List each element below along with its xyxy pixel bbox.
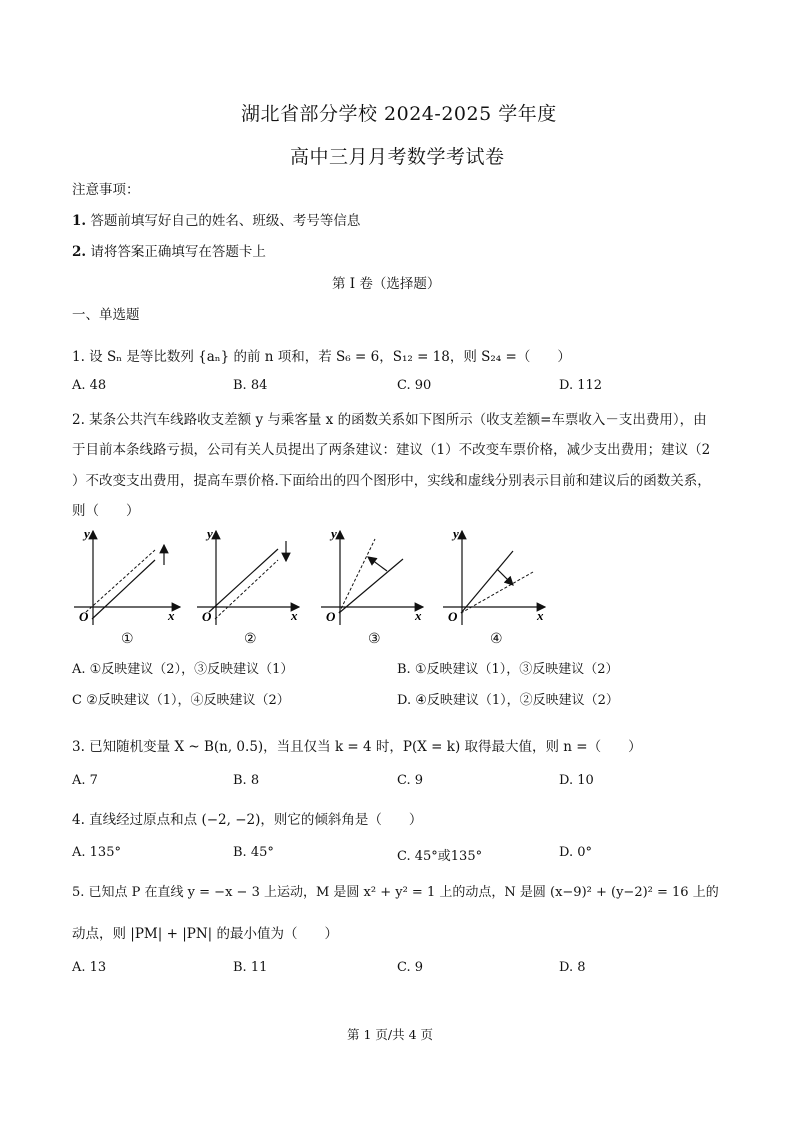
- notice-item-2: [72, 240, 266, 260]
- graph-3-dashed-line: [339, 539, 375, 613]
- question-4-option-b: B. 45°: [233, 845, 274, 860]
- graph-3-label: ③: [368, 631, 381, 647]
- graph-1: [72, 527, 182, 627]
- graph-4: [441, 527, 551, 627]
- question-2-option-c: C ②反映建议（1），④反映建议（2）: [72, 693, 290, 708]
- graph-2-solid-line: [209, 549, 278, 612]
- question-3-stem: 3. 已知随机变量 X ~ B(n, 0.5)，当且仅当 k = 4 时，P(X = k) 取得最大值，则 n =（ ）: [72, 739, 642, 755]
- notice-heading: 注意事项：: [72, 182, 140, 198]
- page-title-line1: 湖北省部分学校 2024-2025 学年度: [241, 103, 557, 125]
- graph-2-x-label: x: [291, 608, 298, 623]
- question-2-stem-line-1: 2. 某条公共汽车线路收支差额 y 与乘客量 x 的函数关系如下图所示（收支差额=车票收入－支出费用），由: [72, 412, 707, 428]
- graph-3-origin-label: O: [326, 609, 336, 624]
- question-4-option-a: A. 135°: [72, 845, 121, 860]
- graph-1-origin-label: O: [79, 609, 89, 624]
- question-2-option-d: D. ④反映建议（1），②反映建议（2）: [397, 693, 619, 708]
- question-4-option-c: C. 45°或135°: [397, 849, 483, 864]
- question-4-option-d: D. 0°: [559, 845, 592, 860]
- question-2-option-b: B. ①反映建议（1），③反映建议（2）: [397, 662, 619, 677]
- graph-1-x-label: x: [168, 608, 175, 623]
- graph-2-label: ②: [244, 631, 257, 647]
- question-1-stem: 1. 设 Sₙ 是等比数列 {aₙ} 的前 n 项和，若 S₆ = 6，S₁₂ = 18，则 S₂₄ =（ ）: [72, 349, 571, 365]
- question-2-option-a: A. ①反映建议（2），③反映建议（1）: [72, 662, 294, 677]
- question-5-option-b: B. 11: [233, 960, 268, 975]
- graph-3-x-label: x: [415, 608, 422, 623]
- question-4-stem: 4. 直线经过原点和点 (−2, −2)，则它的倾斜角是（ ）: [72, 812, 423, 828]
- question-3-option-a: A. 7: [72, 773, 98, 788]
- graph-4-origin-label: O: [448, 609, 458, 624]
- graph-4-x-label: x: [537, 608, 544, 623]
- question-1-option-b: B. 84: [233, 378, 268, 393]
- question-1-option-d: D. 112: [559, 378, 603, 393]
- graph-4-y-label: y: [453, 526, 459, 541]
- notice-item-2-number: 2.: [72, 244, 87, 260]
- part-title: 一、单选题: [72, 307, 140, 323]
- graph-2: [195, 527, 305, 627]
- question-1-option-c: C. 90: [397, 378, 432, 393]
- question-3-option-c: C. 9: [397, 773, 424, 788]
- question-3-option-d: D. 10: [559, 773, 594, 788]
- question-5-option-a: A. 13: [72, 960, 107, 975]
- graph-4-label: ④: [490, 631, 503, 647]
- question-5-option-d: D. 8: [559, 960, 586, 975]
- question-5-stem-line-1: 5. 已知点 P 在直线 y = −x − 3 上运动，M 是圆 x² + y² = 1 上的动点，N 是圆 (x−9)² + (y−2)² = 16 上的: [72, 885, 719, 900]
- page-footer: 第 1 页/共 4 页: [347, 1027, 434, 1042]
- graph-3: [319, 527, 429, 627]
- notice-item-1-number: 1.: [72, 213, 87, 229]
- graph-2-y-label: y: [207, 526, 213, 541]
- graph-1-y-label: y: [84, 526, 90, 541]
- page-title-line2: 高中三月月考数学考试卷: [290, 146, 505, 168]
- question-5-stem-line-2: 动点，则 |PM| + |PN| 的最小值为（ ）: [72, 926, 338, 942]
- graph-3-y-label: y: [331, 526, 337, 541]
- question-5-option-c: C. 9: [397, 960, 424, 975]
- volume-title: 第 I 卷（选择题）: [332, 276, 441, 292]
- notice-item-1: [72, 209, 360, 229]
- graph-2-origin-label: O: [202, 609, 212, 624]
- notice-item-2-text: 请将答案正确填写在答题卡上: [90, 244, 266, 260]
- graph-3-rotate-arrow: [368, 557, 387, 571]
- graph-4-solid-line: [461, 551, 513, 613]
- question-3-option-b: B. 8: [233, 773, 260, 788]
- question-2-stem-line-3: ）不改变支出费用，提高车票价格.下面给出的四个图形中，实线和虚线分别表示目前和建议后的函数关系，: [72, 473, 711, 489]
- graph-2-dashed-line: [215, 560, 278, 619]
- question-2-stem-line-2: 于目前本条线路亏损，公司有关人员提出了两条建议：建议（1）不改变车票价格，减少支出费用；建议（2: [72, 442, 711, 458]
- graph-3-solid-line: [339, 559, 403, 613]
- question-1-option-a: A. 48: [72, 378, 107, 393]
- question-2-stem-line-4: 则（ ）: [72, 503, 140, 519]
- graph-4-rotate-arrow: [497, 569, 513, 585]
- graph-1-solid-line: [92, 560, 155, 619]
- graph-1-dashed-line: [86, 550, 155, 612]
- graph-1-label: ①: [121, 631, 134, 647]
- notice-item-1-text: 答题前填写好自己的姓名、班级、考号等信息: [90, 213, 361, 229]
